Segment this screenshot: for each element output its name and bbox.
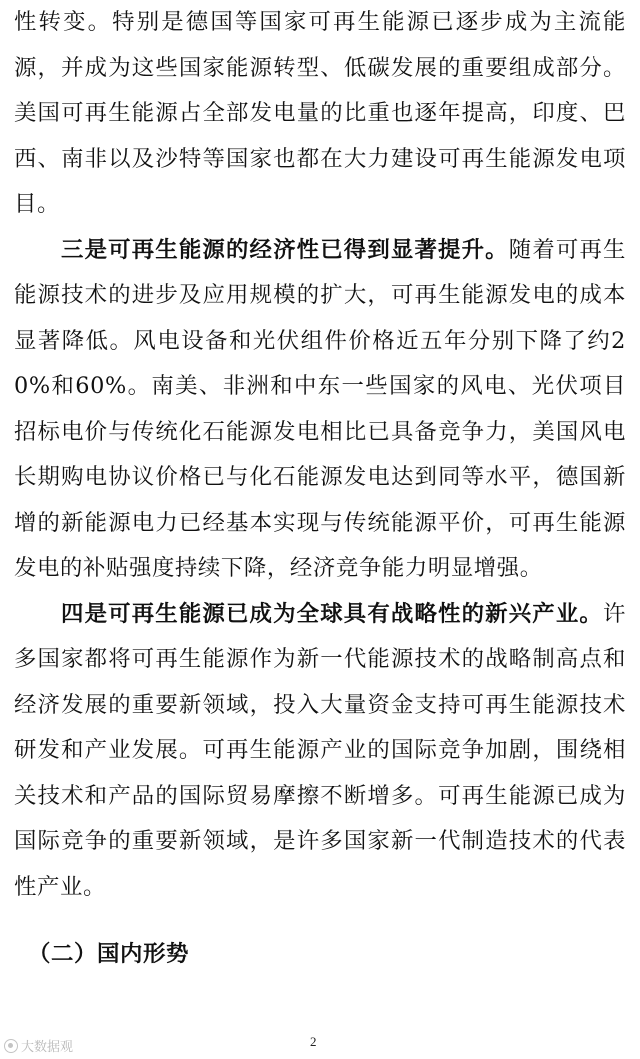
paragraph-1-text: 性转变。特别是德国等国家可再生能源已逐步成为主流能源，并成为这些国家能源转型、低碳发展的重要组成部分。美国可再生能源占全部发电量的比重也逐年提高，印度、巴西、南非以及沙特等国家也都在大力建设可再生能源发电项目。 bbox=[14, 9, 626, 217]
page-number: 2 bbox=[310, 1034, 317, 1049]
section-heading: （二）国内形势 bbox=[28, 941, 189, 967]
page-footer bbox=[0, 1030, 640, 1059]
paragraph-3-text: 许多国家都将可再生能源作为新一代能源技术的战略制高点和经济发展的重要新领域，投入大量资金支持可再生能源技术研发和产业发展。可再生能源产业的国际竞争加剧，围绕相关技术和产品的国际贸易摩擦不断增多。可再生能源已成为国际竞争的重要新领域，是许多国家新一代制造技术的代表性产业。 bbox=[14, 600, 626, 900]
paragraph-3-lead: 四是可再生能源已成为全球具有战略性的新兴产业。 bbox=[61, 600, 603, 627]
paragraph-3 bbox=[14, 592, 626, 911]
paragraph-1 bbox=[14, 0, 626, 228]
paragraph-2 bbox=[14, 228, 626, 592]
watermark-text: 大数据观 bbox=[21, 1040, 74, 1055]
watermark-logo-icon bbox=[4, 1039, 18, 1053]
body-text bbox=[14, 0, 626, 910]
paragraph-2-text: 随着可再生能源技术的进步及应用规模的扩大，可再生能源发电的成本显著降低。风电设备和光伏组件价格近五年分别下降了约20%和60%。南美、非洲和中东一些国家的风电、光伏项目招标电价与传统化石能源发电相比已具备竞争力，美国风电长期购电协议价格已与化石能源发电达到同等水平，德国新增的新能源电力已经基本实现与传统能源平价，可再生能源发电的补贴强度持续下降，经济竞争能力明显增强。 bbox=[14, 236, 627, 581]
watermark bbox=[4, 1036, 73, 1055]
paragraph-2-lead: 三是可再生能源的经济性已得到显著提升。 bbox=[61, 236, 509, 263]
